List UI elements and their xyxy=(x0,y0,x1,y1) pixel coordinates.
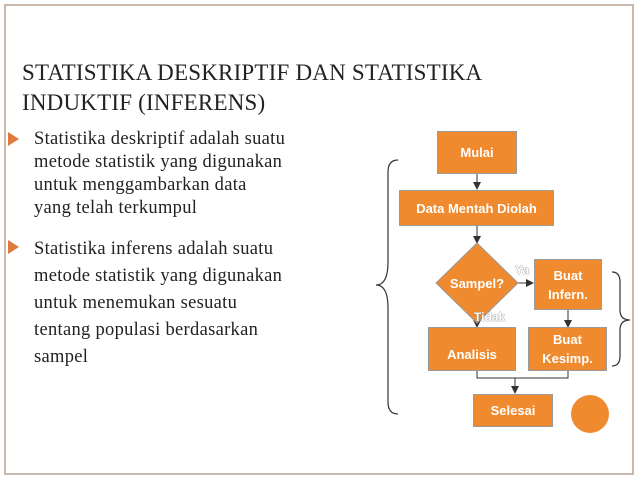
arrow-kesimp-to-selesai xyxy=(515,370,568,378)
flow-node-sampel: Sampel? xyxy=(449,275,505,291)
slide-title-line-2: INDUKTIF (INFERENS) xyxy=(22,90,266,115)
decorative-orange-circle xyxy=(571,395,609,433)
slide-title-line-1: STATISTIKA DESKRIPTIF DAN STATISTIKA xyxy=(22,60,483,85)
flow-node-selesai: Selesai xyxy=(473,394,553,427)
bullet-line: Statistika deskriptif adalah suatu xyxy=(34,129,286,149)
curly-brace-left xyxy=(376,160,398,414)
bullet-line: metode statistik yang digunakan xyxy=(34,152,283,172)
bullet-line: Statistika inferens adalah suatu xyxy=(34,239,274,259)
flow-label-tidak: Tidak xyxy=(474,310,506,324)
flow-node-mulai: Mulai xyxy=(437,131,517,174)
flow-node-buat-infern: Buat Infern. xyxy=(534,259,602,310)
bullet-line: untuk menggambarkan data xyxy=(34,175,247,195)
bullet-line: sampel xyxy=(34,347,89,367)
flow-node-data-mentah: Data Mentah Diolah xyxy=(399,190,554,226)
flow-node-analisis: Analisis xyxy=(428,327,516,371)
bullet-line: metode statistik yang digunakan xyxy=(34,266,283,286)
flow-label-ya: Ya xyxy=(515,263,530,277)
bullet-line: untuk menemukan sesuatu xyxy=(34,293,238,313)
flow-node-buat-kesimp: Buat Kesimp. xyxy=(528,327,607,371)
arrow-analisis-to-selesai xyxy=(477,370,515,393)
curly-brace-right xyxy=(612,272,630,366)
bullet-line: yang telah terkumpul xyxy=(34,198,198,218)
bullet-line: tentang populasi berdasarkan xyxy=(34,320,259,340)
